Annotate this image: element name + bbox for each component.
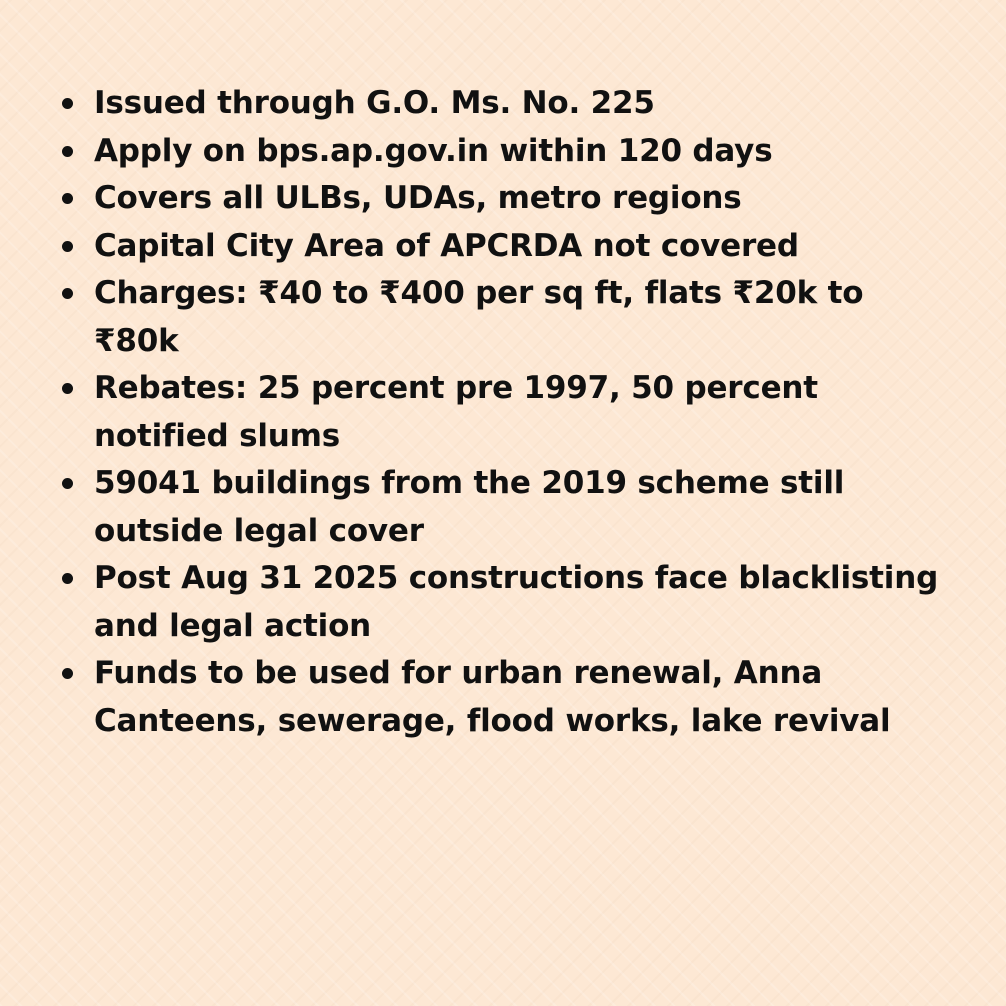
list-item-text: Rebates: 25 percent pre 1997, 50 percent notified slums [94,370,818,454]
bullet-icon [62,146,73,157]
list-item [62,223,952,271]
list-item [62,128,952,176]
list-item [62,270,952,365]
list-item-text: Charges: ₹40 to ₹400 per sq ft, flats ₹20k to ₹80k [94,275,864,359]
list-item [62,460,952,555]
list-item [62,365,952,460]
bullet-icon [62,288,73,299]
list-item-text: Apply on bps.ap.gov.in within 120 days [94,132,773,169]
bullet-icon [62,193,73,204]
list-item [62,650,952,745]
list-item [62,555,952,650]
bullet-list [62,80,952,745]
list-item-text: 59041 buildings from the 2019 scheme still outside legal cover [94,465,845,549]
bullet-icon [62,241,73,252]
list-item-text: Covers all ULBs, UDAs, metro regions [94,180,742,216]
bullet-icon [62,573,73,584]
list-item-text: Funds to be used for urban renewal, Anna Canteens, sewerage, flood works, lake revival [94,655,891,739]
bullet-icon [62,668,73,679]
bullet-icon [62,383,73,394]
list-item-text: Capital City Area of APCRDA not covered [94,227,799,264]
bullet-icon [62,478,73,489]
bullet-icon [62,98,73,109]
list-item [62,80,952,128]
list-item-text: Issued through G.O. Ms. No. 225 [94,85,655,121]
list-item-text: Post Aug 31 2025 constructions face blacklisting and legal action [94,560,939,644]
list-item [62,175,952,223]
